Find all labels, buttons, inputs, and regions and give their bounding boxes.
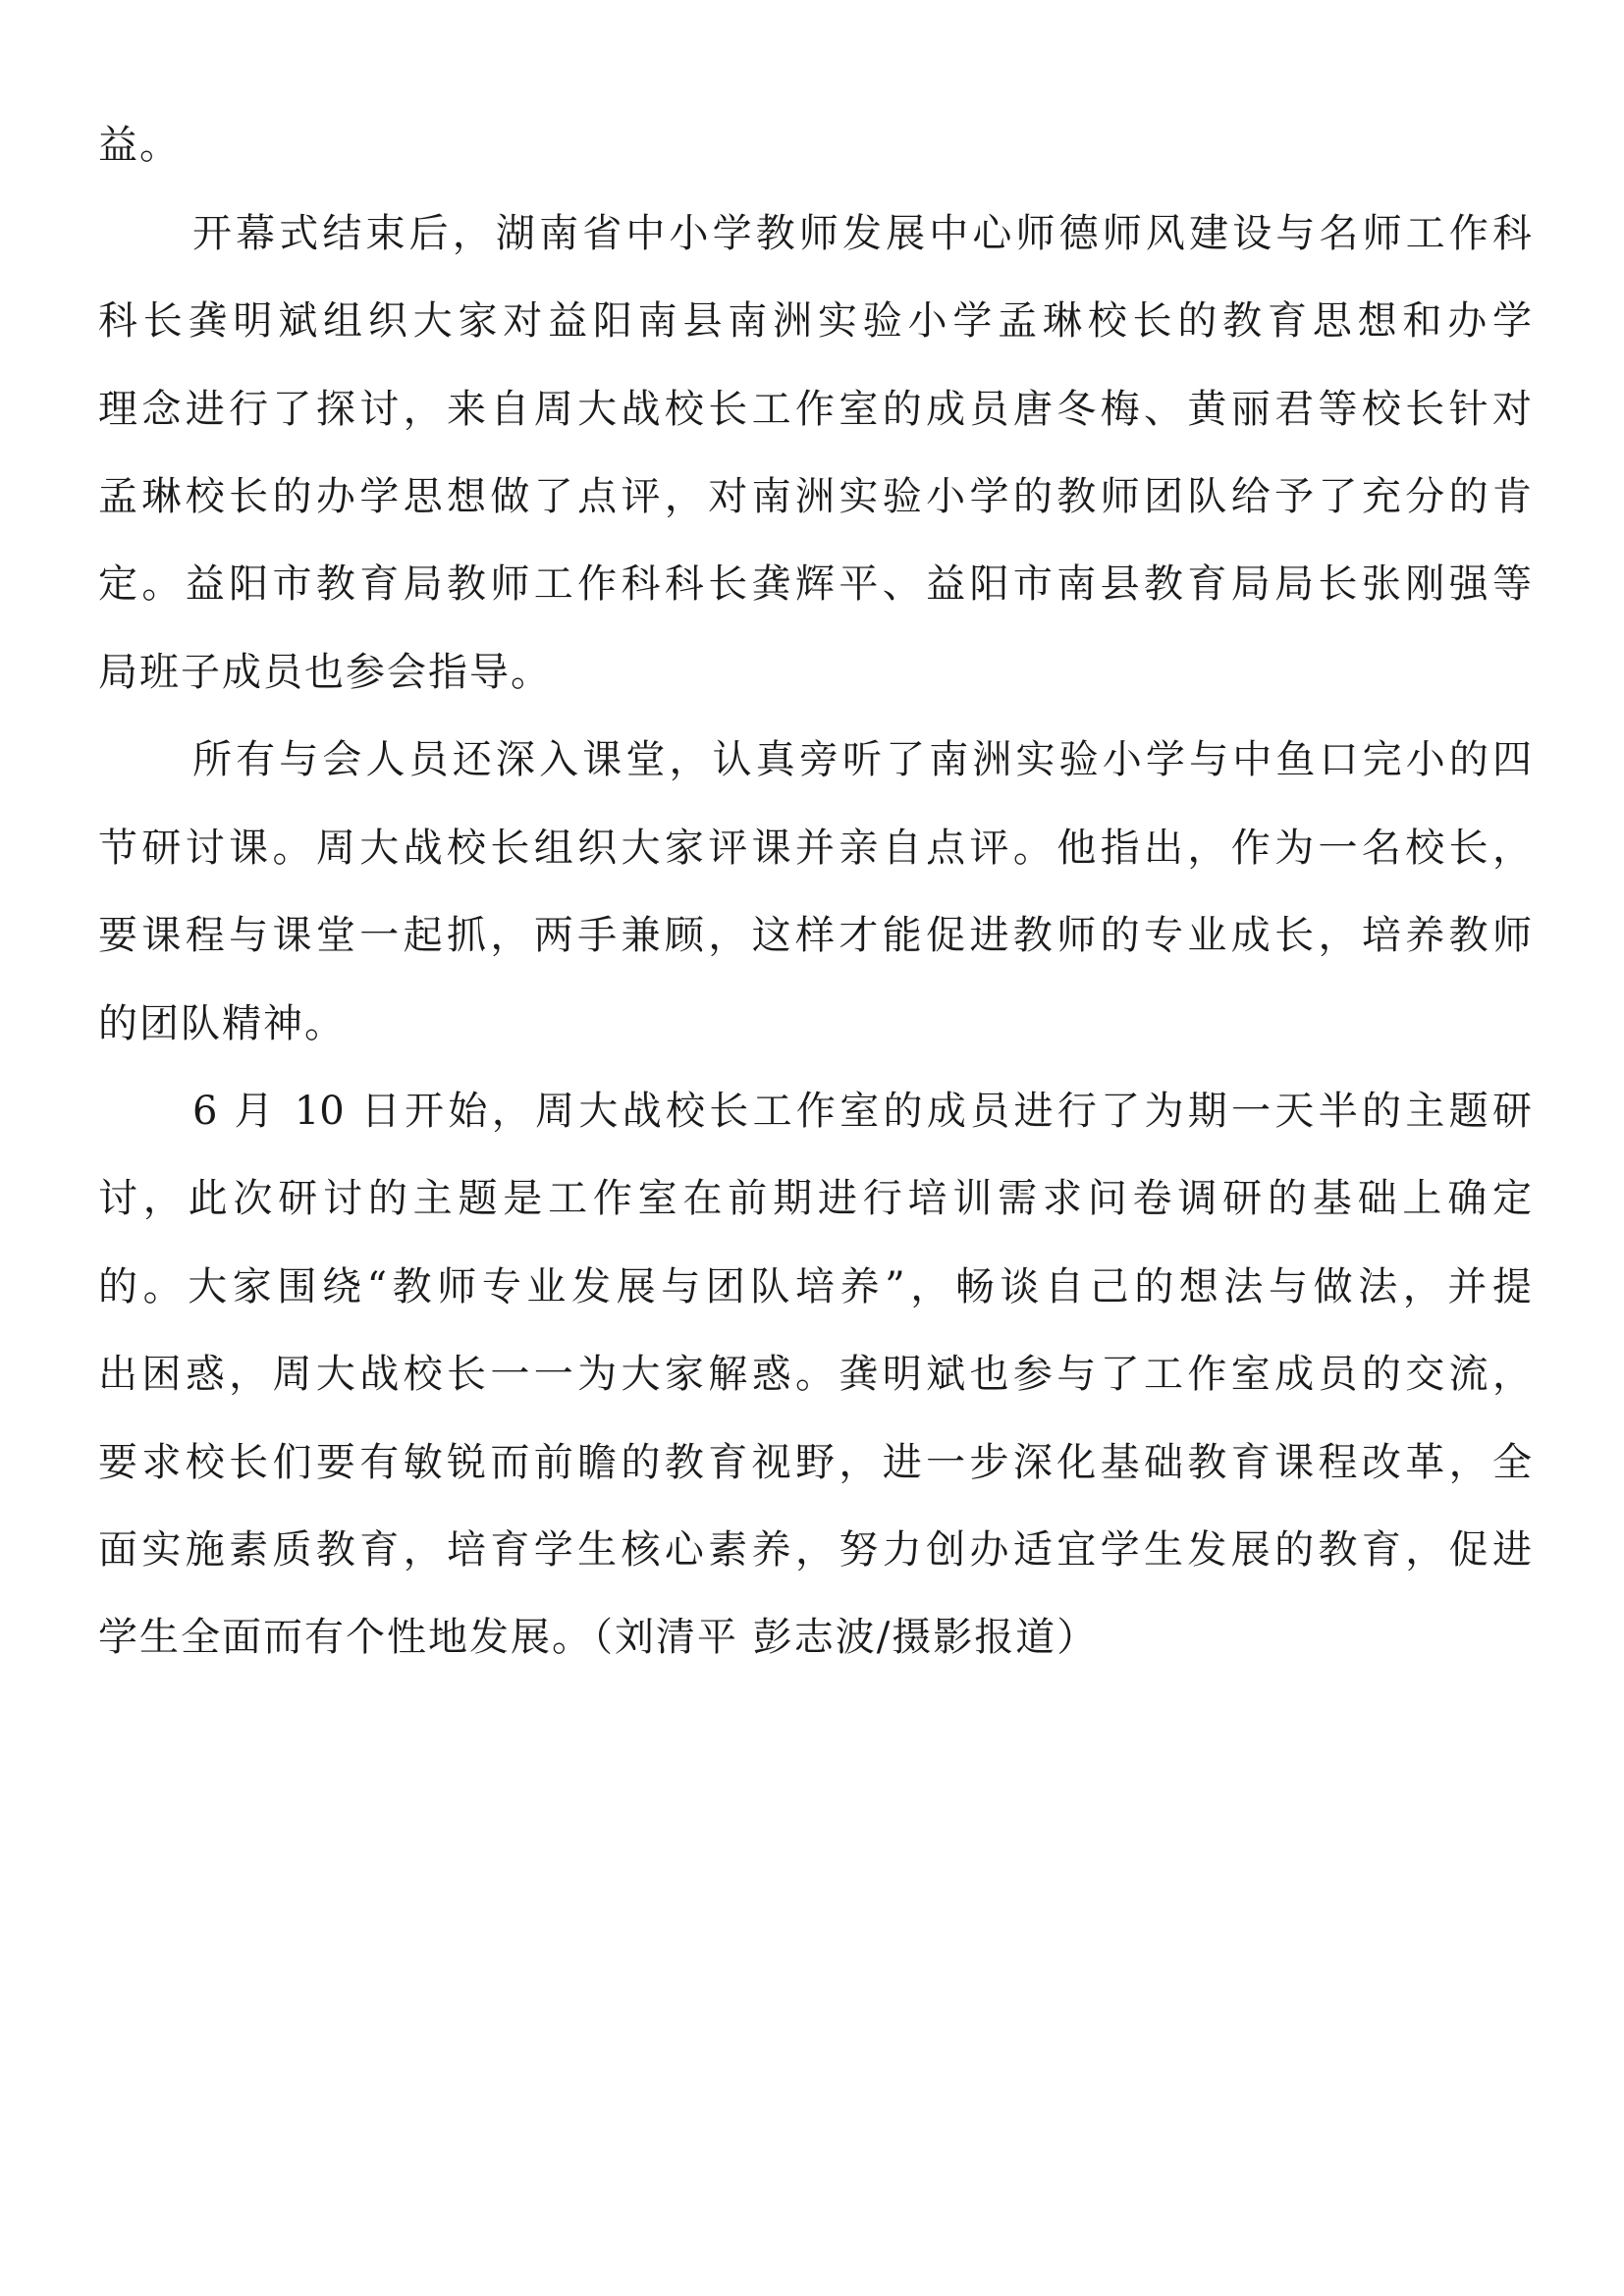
text-line: 面实施素质教育，培育学生核心素养，努力创办适宜学生发展的教育，促进 xyxy=(98,1527,1532,1573)
text-line: 学生全面而有个性地发展。（刘清平 彭志波/摄影报道） xyxy=(98,1615,1099,1660)
text-line: 定。益阳市教育局教师工作科科长龚辉平、益阳市南县教育局局长张刚强等 xyxy=(98,561,1532,607)
paragraph-first-line: 所有与会人员还深入课堂，认真旁听了南洲实验小学与中鱼口完小的四 xyxy=(192,737,1532,782)
text-line: 理念进行了探讨，来自周大战校长工作室的成员唐冬梅、黄丽君等校长针对 xyxy=(98,387,1532,432)
text-line: 节研讨课。周大战校长组织大家评课并亲自点评。他指出，作为一名校长， xyxy=(98,826,1532,871)
text-line: 孟琳校长的办学思想做了点评，对南洲实验小学的教师团队给予了充分的肯 xyxy=(98,474,1532,519)
text-line: 要求校长们要有敏锐而前瞻的教育视野，进一步深化基础教育课程改革，全 xyxy=(98,1440,1532,1485)
text-line: 出困惑，周大战校长一一为大家解惑。龚明斌也参与了工作室成员的交流， xyxy=(98,1352,1532,1397)
text-line: 要课程与课堂一起抓，两手兼顾，这样才能促进教师的专业成长，培养教师 xyxy=(98,913,1532,958)
text-line: 科长龚明斌组织大家对益阳南县南洲实验小学孟琳校长的教育思想和办学 xyxy=(98,298,1532,344)
paragraph-first-line: 开幕式结束后，湖南省中小学教师发展中心师德师风建设与名师工作科 xyxy=(192,211,1532,256)
text-line: 的团队精神。 xyxy=(98,1001,346,1046)
text-line: 局班子成员也参会指导。 xyxy=(98,650,552,695)
paragraph-first-line: 6 月 10 日开始，周大战校长工作室的成员进行了为期一天半的主题研 xyxy=(192,1089,1532,1134)
text-line: 益。 xyxy=(98,123,181,168)
text-line: 的。大家围绕“教师专业发展与团队培养”，畅谈自己的想法与做法，并提 xyxy=(98,1264,1532,1309)
text-line: 讨，此次研讨的主题是工作室在前期进行培训需求问卷调研的基础上确定 xyxy=(98,1176,1532,1221)
